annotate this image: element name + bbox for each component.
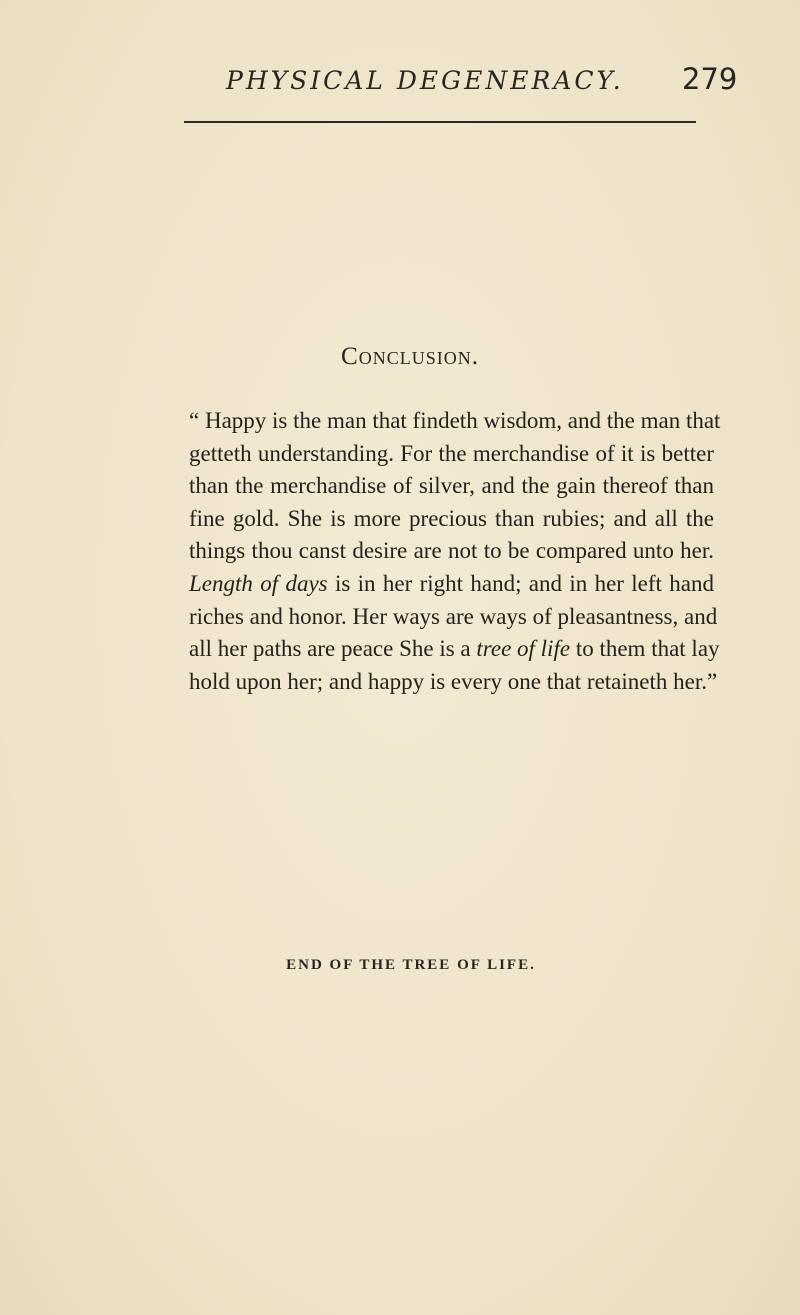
text-line: hold upon her; and happy is every one that retaineth her.” — [189, 668, 718, 694]
text-line: getteth understanding. For the merchandise of it is better — [189, 440, 714, 466]
italic-phrase: tree of life — [476, 636, 571, 662]
running-head — [0, 62, 800, 106]
text-line: than the merchandise of silver, and the gain thereof than — [189, 473, 714, 499]
end-note: END OF THE TREE OF LIFE. — [286, 957, 536, 973]
running-title: PHYSICAL DEGENERACY. — [226, 66, 624, 95]
header-rule — [184, 121, 696, 123]
text-line: “ Happy is the man that findeth wisdom, and the man that — [189, 408, 721, 433]
page-number: 279 — [682, 62, 738, 96]
text-line: fine gold. She is more precious than rubies; and all the — [189, 505, 714, 531]
text-line: riches and honor. Her ways are ways of pleasantness, and — [189, 603, 718, 629]
italic-phrase: Length of days — [189, 570, 328, 596]
text-line: things thou canst desire are not to be compared unto her. — [189, 538, 714, 564]
text-line: all her paths are peace She is a tree of life to them that lay — [189, 636, 720, 662]
body-paragraph — [189, 405, 721, 698]
text-line: Length of days is in her right hand; and in her left hand — [189, 570, 714, 596]
section-title: Conclusion. — [341, 343, 479, 370]
